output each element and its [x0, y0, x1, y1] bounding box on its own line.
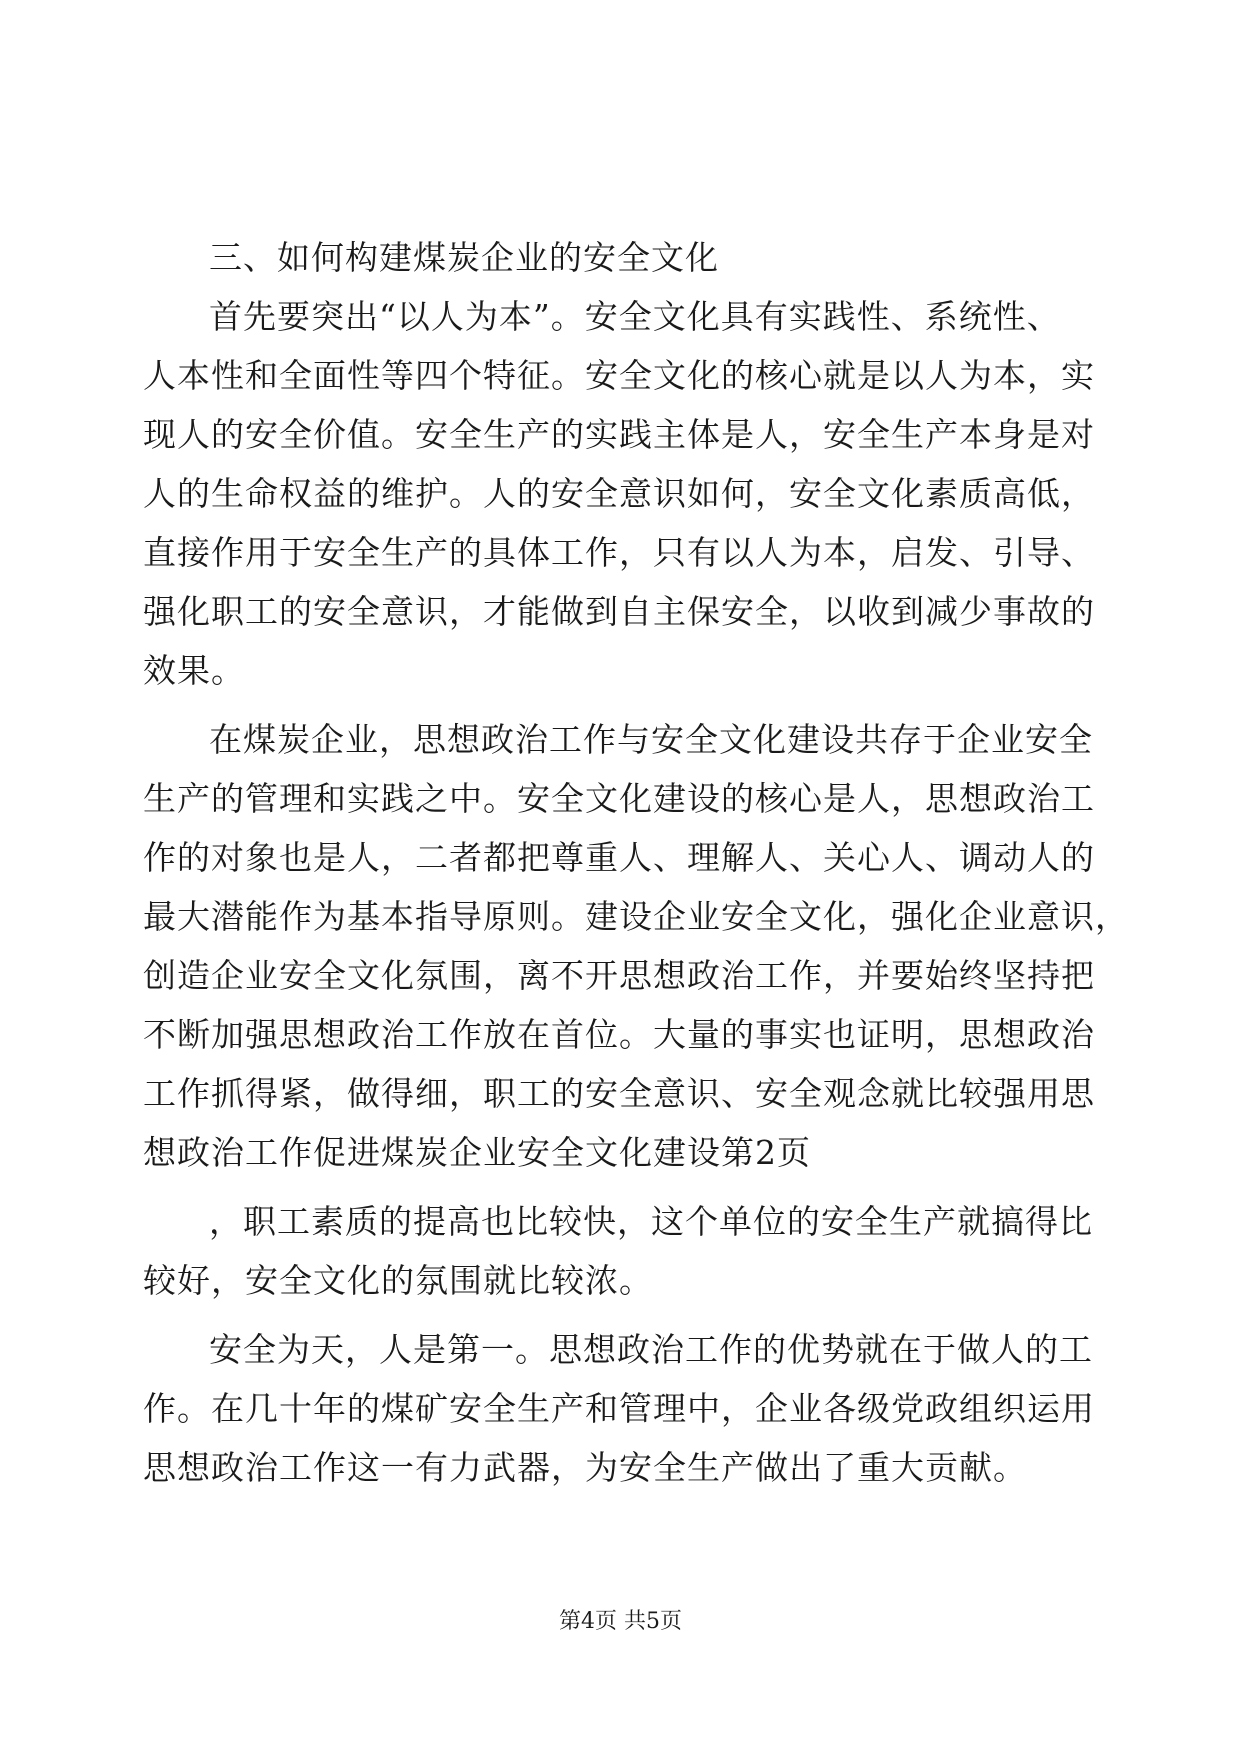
paragraph-line: 创造企业安全文化氛围，离不开思想政治工作，并要始终坚持把 [143, 956, 1095, 995]
paragraph-line: 作的对象也是人，二者都把尊重人、理解人、关心人、调动人的 [143, 838, 1095, 877]
paragraph-line: 想政治工作促进煤炭企业安全文化建设第2页 [143, 1133, 811, 1172]
paragraph-line: 在煤炭企业，思想政治工作与安全文化建设共存于企业安全 [209, 720, 1093, 759]
paragraph-line: 直接作用于安全生产的具体工作，只有以人为本，启发、引导、 [143, 533, 1095, 572]
paragraph-line: 强化职工的安全意识，才能做到自主保安全，以收到减少事故的 [143, 592, 1095, 631]
paragraph-line: 不断加强思想政治工作放在首位。大量的事实也证明，思想政治 [143, 1015, 1095, 1054]
paragraph-line: 生产的管理和实践之中。安全文化建设的核心是人，思想政治工 [143, 779, 1095, 818]
paragraph-line: 工作抓得紧，做得细，职工的安全意识、安全观念就比较强用思 [143, 1074, 1095, 1113]
paragraph-line: 现人的安全价值。安全生产的实践主体是人，安全生产本身是对 [143, 415, 1095, 454]
paragraph-line: 较好，安全文化的氛围就比较浓。 [143, 1261, 653, 1300]
paragraph-line: 人的生命权益的维护。人的安全意识如何，安全文化素质高低， [143, 474, 1095, 513]
paragraph-line: 最大潜能作为基本指导原则。建设企业安全文化，强化企业意识， [143, 897, 1129, 936]
paragraph-line: 安全为天，人是第一。思想政治工作的优势就在于做人的工 [209, 1330, 1093, 1369]
paragraph-line: 思想政治工作这一有力武器，为安全生产做出了重大贡献。 [143, 1448, 1027, 1487]
paragraph-line: 首先要突出“以人为本”。安全文化具有实践性、系统性、 [209, 297, 1061, 336]
section-heading: 三、如何构建煤炭企业的安全文化 [209, 238, 719, 277]
paragraph-line: 人本性和全面性等四个特征。安全文化的核心就是以人为本，实 [143, 356, 1095, 395]
paragraph-line: 效果。 [143, 651, 245, 690]
paragraph-line: ，职工素质的提高也比较快，这个单位的安全生产就搞得比 [209, 1202, 1093, 1241]
paragraph-line: 作。在几十年的煤矿安全生产和管理中，企业各级党政组织运用 [143, 1389, 1095, 1428]
page-indicator: 第4页 共5页 [559, 1609, 682, 1634]
page-footer [0, 1602, 1241, 1642]
